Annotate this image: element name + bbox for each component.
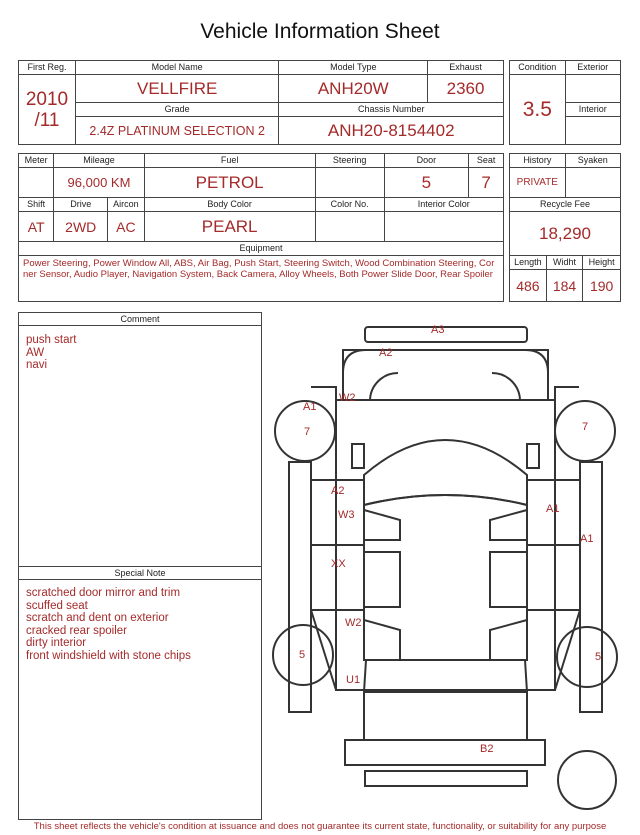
history-table [509, 153, 621, 198]
comment-label: Comment [19, 313, 261, 326]
roof [364, 495, 527, 660]
mileage-value: 96,000 KM [54, 168, 144, 198]
left-mirror [352, 444, 364, 468]
damage-label: 7 [582, 421, 589, 433]
equipment-label: Equipment [19, 242, 504, 256]
special-note-label: Special Note [19, 567, 261, 580]
chassis-label: Chassis Number [279, 103, 504, 117]
front-bumper [365, 327, 527, 342]
rear-bumper [345, 740, 545, 765]
rear-step [365, 771, 527, 786]
damage-label: A1 [580, 533, 594, 545]
damage-label: 5 [595, 651, 602, 663]
rear-window [364, 660, 527, 692]
body-outline [336, 400, 555, 690]
right-door-window [490, 510, 527, 540]
history-label: History [510, 154, 566, 168]
right-mirror [527, 444, 539, 468]
right-fender [555, 387, 579, 430]
damage-label: A1 [546, 503, 560, 515]
exterior-value [565, 75, 620, 103]
condition-value: 3.5 [510, 75, 566, 145]
equipment-value: Power Steering, Power Window All, ABS, Air Bag, Push Start, Steering Switch, Wood Combination Steering, Corner Sensor, Audio Player, Navigation System, Back Camera, Alloy Wheels, Both Power Slide Door, Rear Spoiler [19, 256, 504, 302]
comment-box [18, 312, 262, 567]
meter-label: Meter [19, 154, 54, 168]
comment-line: AW [26, 346, 45, 359]
damage-label: 5 [299, 649, 306, 661]
height-value: 190 [583, 270, 621, 302]
steering-value [315, 168, 384, 198]
comment-list [19, 326, 261, 372]
width-label: Widht [546, 256, 583, 270]
left-rear-window [364, 552, 400, 607]
damage-label: A3 [431, 324, 445, 336]
chassis-value: ANH20-8154402 [279, 117, 504, 145]
fuel-label: Fuel [144, 154, 315, 168]
model-type-value: ANH20W [279, 75, 428, 103]
interior-color-label: Interior Color [384, 198, 503, 212]
interior-label: Interior [565, 103, 620, 117]
recycle-fee-value: 18,290 [510, 212, 621, 256]
height-label: Height [583, 256, 621, 270]
condition-table [509, 60, 621, 145]
exhaust-value: 2360 [428, 75, 504, 103]
color-no-value [315, 212, 384, 242]
aircon-label: Aircon [108, 198, 145, 212]
special-note-box [18, 566, 262, 820]
comment-line: push start [26, 334, 77, 346]
hood [343, 350, 548, 400]
steering-label: Steering [315, 154, 384, 168]
front-wheel-arch-right [492, 373, 520, 400]
vehicle-info-table [18, 60, 504, 145]
left-door-window [364, 510, 400, 540]
special-note-line: front windshield with stone chips [26, 649, 191, 662]
grade-label: Grade [75, 103, 279, 117]
seat-value: 7 [469, 168, 504, 198]
right-rear-window [490, 552, 527, 607]
length-label: Length [510, 256, 547, 270]
car-damage-diagram [262, 312, 640, 820]
syaken-value [565, 168, 620, 198]
damage-label: U1 [346, 674, 361, 686]
damage-label: 7 [304, 426, 311, 438]
special-note-list [19, 580, 261, 662]
drive-label: Drive [54, 198, 108, 212]
special-note-line: dirty interior [26, 637, 87, 649]
door-label: Door [384, 154, 469, 168]
body-color-label: Body Color [144, 198, 315, 212]
front-wheel-arch-left [370, 373, 398, 400]
fuel-value: PETROL [144, 168, 315, 198]
color-no-label: Color No. [315, 198, 384, 212]
drive-value: 2WD [54, 212, 108, 242]
interior-color-value [384, 212, 503, 242]
door-value: 5 [384, 168, 469, 198]
body-color-value: PEARL [144, 212, 315, 242]
damage-label: A2 [331, 485, 345, 497]
rear-hatch [364, 692, 527, 740]
damage-label: W2 [339, 392, 356, 404]
first-reg-value: 2010 /11 [19, 75, 76, 145]
left-quarter [364, 620, 400, 660]
mileage-label: Mileage [54, 154, 144, 168]
special-note-line: scratch and dent on exterior [26, 612, 169, 624]
history-value: PRIVATE [510, 168, 566, 198]
specs-table [18, 153, 504, 302]
right-quarter [490, 620, 527, 660]
comment-line: navi [26, 359, 48, 371]
right-sill [580, 462, 602, 712]
syaken-label: Syaken [565, 154, 620, 168]
model-type-label: Model Type [279, 61, 428, 75]
condition-label: Condition [510, 61, 566, 75]
width-value: 184 [546, 270, 583, 302]
model-name-label: Model Name [75, 61, 279, 75]
damage-label: W2 [345, 617, 362, 629]
headlight-right [525, 350, 548, 400]
first-reg-label: First Reg. [19, 61, 76, 75]
meter-value [19, 168, 54, 198]
interior-value [565, 117, 620, 145]
damage-label: A2 [379, 347, 393, 359]
shift-label: Shift [19, 198, 54, 212]
damage-label: B2 [480, 743, 494, 755]
shift-value: AT [19, 212, 54, 242]
exterior-label: Exterior [565, 61, 620, 75]
left-sill [289, 462, 311, 712]
damage-label: W3 [338, 509, 355, 521]
grade-value: 2.4Z PLATINUM SELECTION 2 [75, 117, 279, 145]
disclaimer-footer: This sheet reflects the vehicle's condition at issuance and does not guarantee its current state, functionality, or suitability for any purpose [33, 821, 607, 832]
length-value: 486 [510, 270, 547, 302]
recycle-fee-label: Recycle Fee [510, 198, 621, 212]
exhaust-label: Exhaust [428, 61, 504, 75]
damage-label: XX [331, 558, 346, 570]
page-title: Vehicle Information Sheet [200, 20, 440, 43]
aircon-value: AC [108, 212, 145, 242]
special-note-line: scratched door mirror and trim [26, 587, 181, 599]
special-note-line: cracked rear spoiler [26, 624, 127, 637]
spare-tire [558, 751, 616, 809]
recycle-table [509, 197, 621, 302]
damage-label: A1 [303, 401, 317, 413]
special-note-line: scuffed seat [26, 599, 88, 612]
seat-label: Seat [469, 154, 504, 168]
model-name-value: VELLFIRE [75, 75, 279, 103]
